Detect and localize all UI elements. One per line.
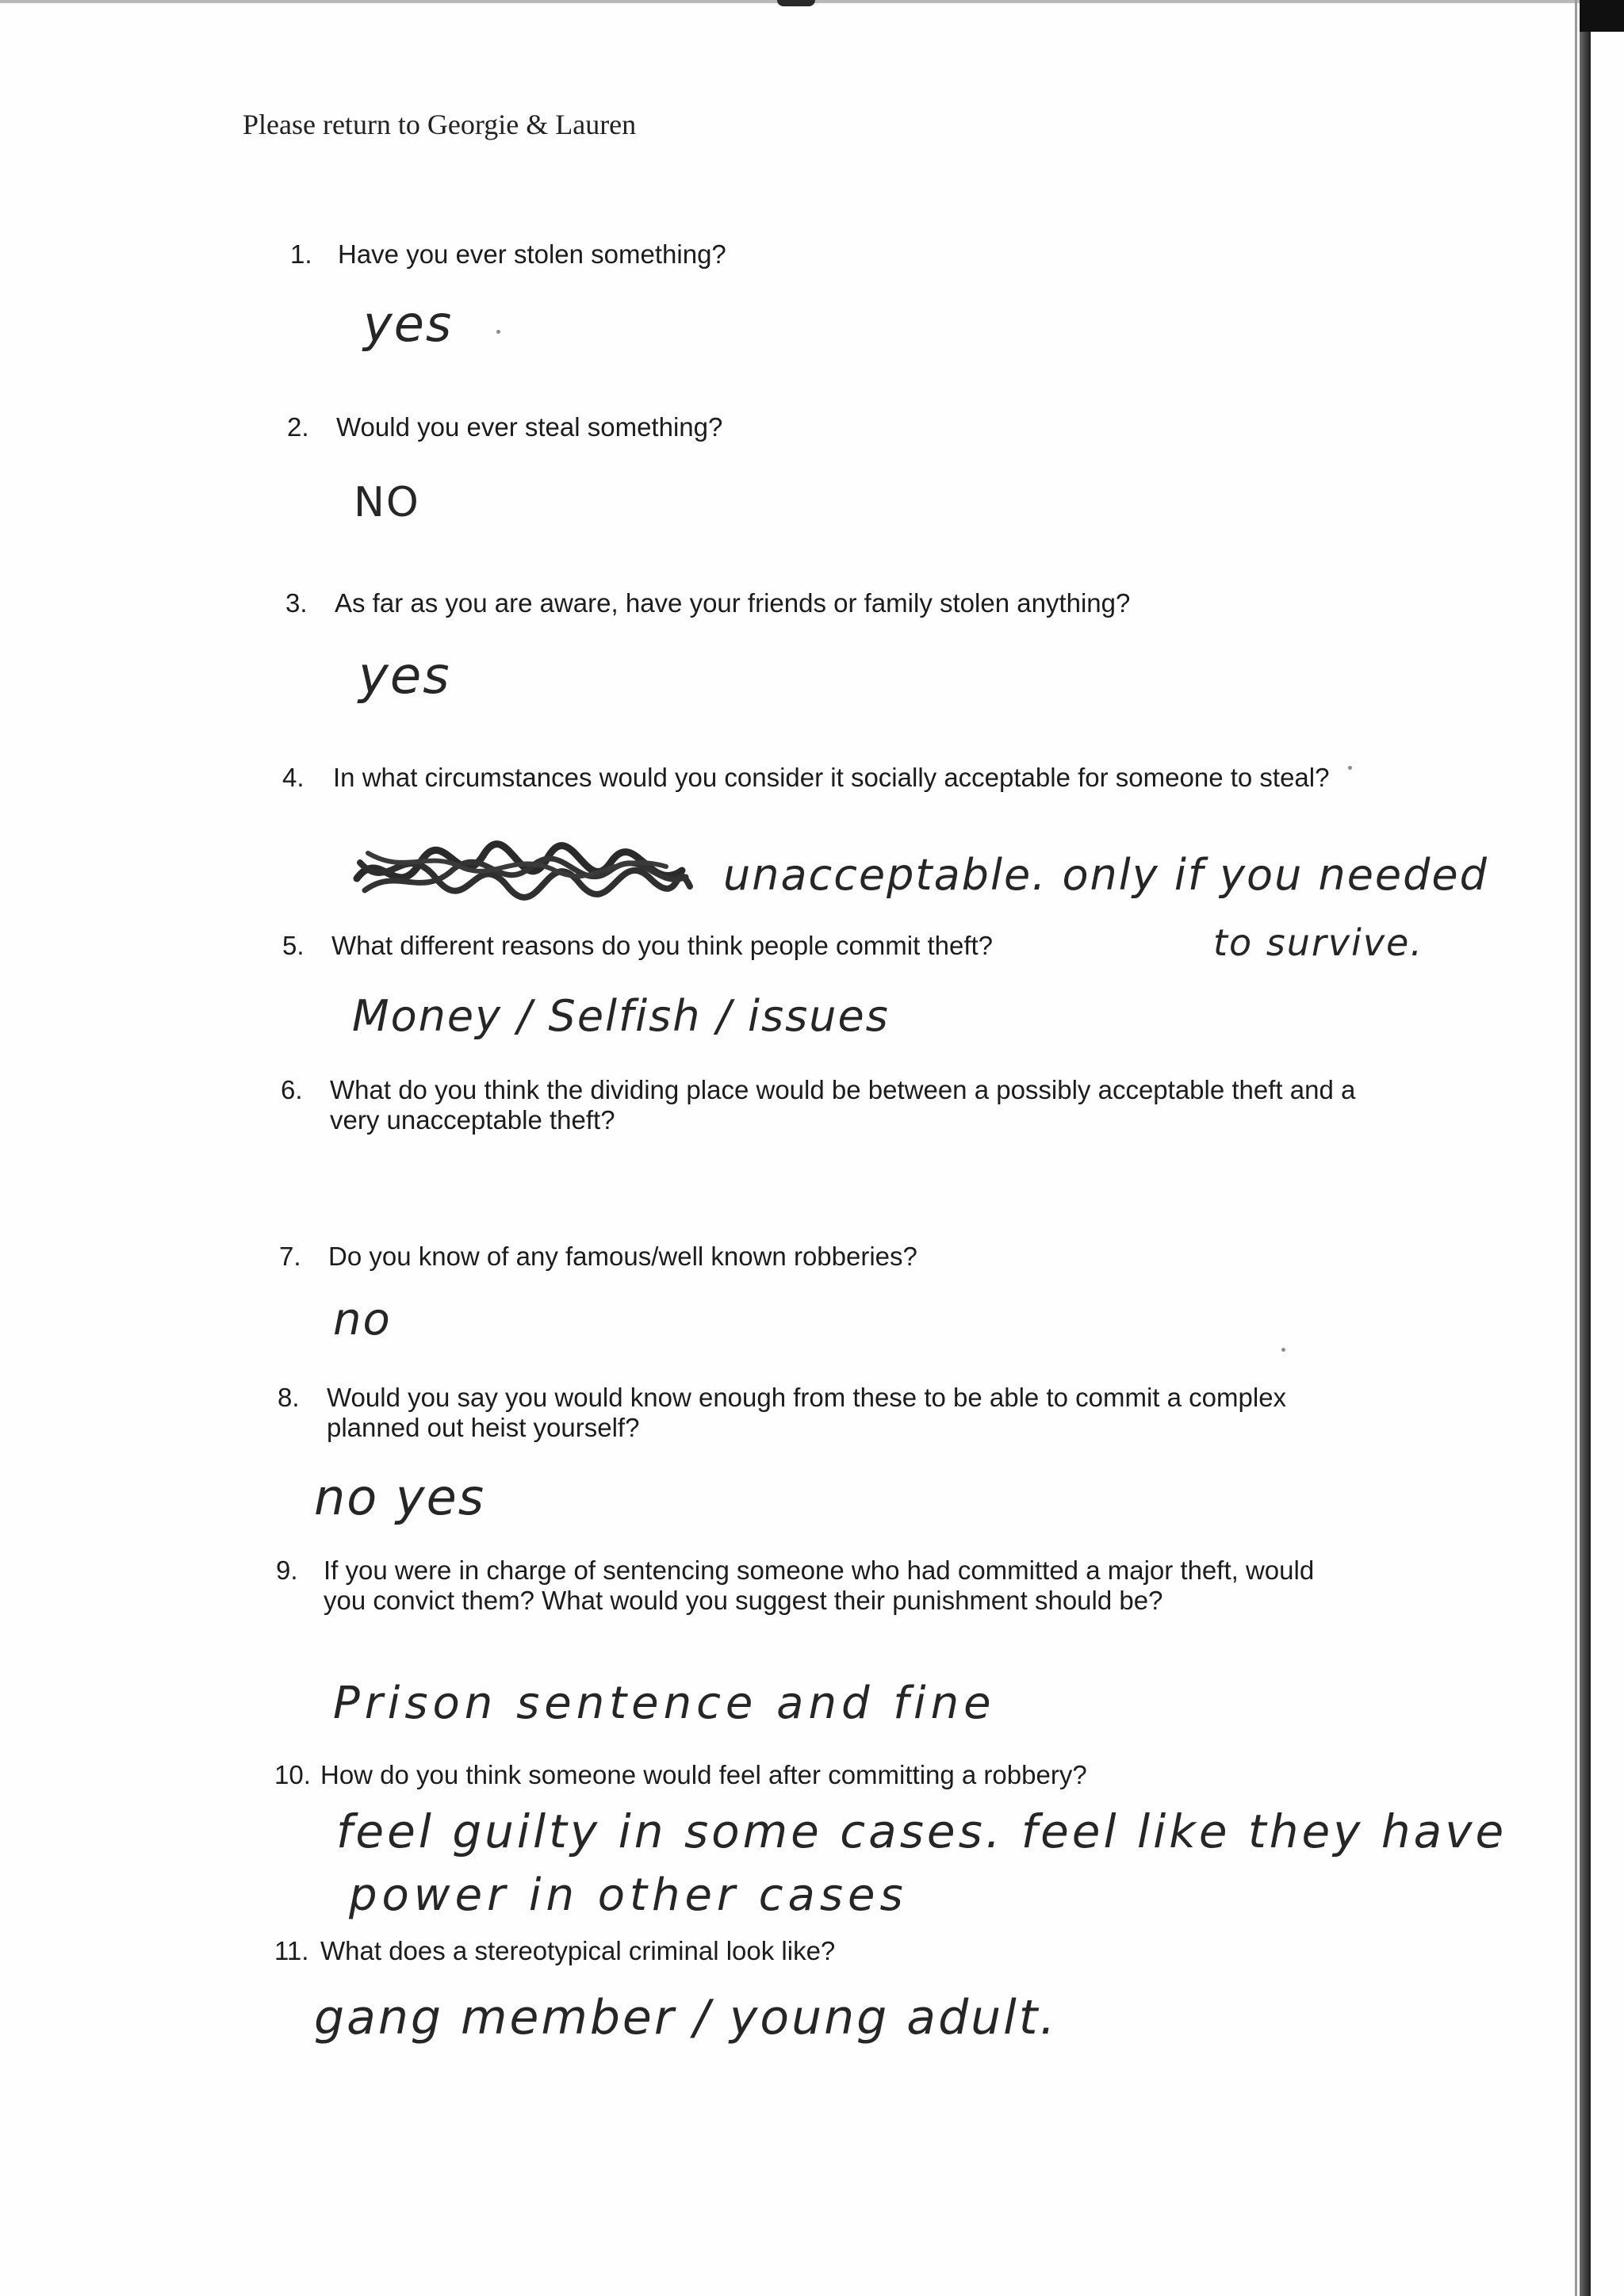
question-text: Would you say you would know enough from these to be able to commit a complex planned out heist yourself?: [327, 1383, 1287, 1442]
question-number: 3.: [285, 588, 308, 618]
question-text: In what circumstances would you consider it socially acceptable for someone to steal?: [333, 763, 1330, 792]
question-number: 2.: [287, 412, 309, 442]
question-text: How do you think someone would feel after committing a robbery?: [320, 1760, 1087, 1789]
question-number: 4.: [282, 763, 304, 792]
question-text: Do you know of any famous/well known robberies?: [328, 1242, 917, 1271]
handwritten-answer-11: gang member / young adult.: [314, 1990, 1058, 2045]
question-number: 8.: [278, 1383, 300, 1412]
question-number: 1.: [290, 239, 312, 269]
question-number: 5.: [282, 931, 304, 960]
handwritten-answer-10: feel guilty in some cases. feel like they have: [336, 1804, 1507, 1858]
handwritten-answer-4-continued: to survive.: [1213, 921, 1423, 964]
question-text: What does a stereotypical criminal look like?: [320, 1936, 836, 1965]
scan-speck: [1281, 1348, 1285, 1352]
question-text: Have you ever stolen something?: [338, 239, 726, 269]
handwritten-answer-5: Money / Selfish / issues: [352, 991, 890, 1041]
handwritten-answer-7: no: [333, 1294, 392, 1345]
scan-binding-shadow: [1575, 0, 1577, 2296]
handwritten-answer-2: NO: [354, 479, 420, 526]
question-number: 9.: [276, 1556, 298, 1585]
question-number: 6.: [281, 1075, 303, 1104]
handwritten-answer-3: yes: [358, 647, 451, 706]
question-text: What do you think the dividing place would be between a possibly acceptable theft and a very unacceptable theft?: [330, 1075, 1356, 1135]
question-number: 10.: [274, 1760, 311, 1789]
handwritten-answer-9: Prison sentence and fine: [333, 1678, 996, 1729]
question-text: As far as you are aware, have your friends or family stolen anything?: [335, 588, 1131, 618]
question-text: Would you ever steal something?: [336, 412, 723, 442]
scan-speck: [496, 330, 500, 334]
handwritten-answer-10-continued: power in other cases: [349, 1869, 908, 1921]
scan-corner-mark: [1580, 0, 1624, 32]
handwritten-answer-8: no yes: [314, 1468, 486, 1526]
question-text: What different reasons do you think people commit theft?: [331, 931, 994, 960]
question-number: 7.: [279, 1242, 301, 1271]
handwritten-answer-4: unacceptable. only if you needed: [723, 850, 1488, 900]
scribbled-out-text: [349, 831, 698, 907]
return-instruction: Please return to Georgie & Lauren: [243, 109, 637, 140]
question-number: 11.: [274, 1936, 309, 1965]
scan-binding-edge: [1580, 0, 1591, 2296]
scan-top-mark: [777, 0, 815, 6]
handwritten-answer-1: yes: [363, 295, 454, 353]
question-text: If you were in charge of sentencing someone who had committed a major theft, would you convict them? What would you suggest their punishment should be?: [324, 1556, 1315, 1615]
